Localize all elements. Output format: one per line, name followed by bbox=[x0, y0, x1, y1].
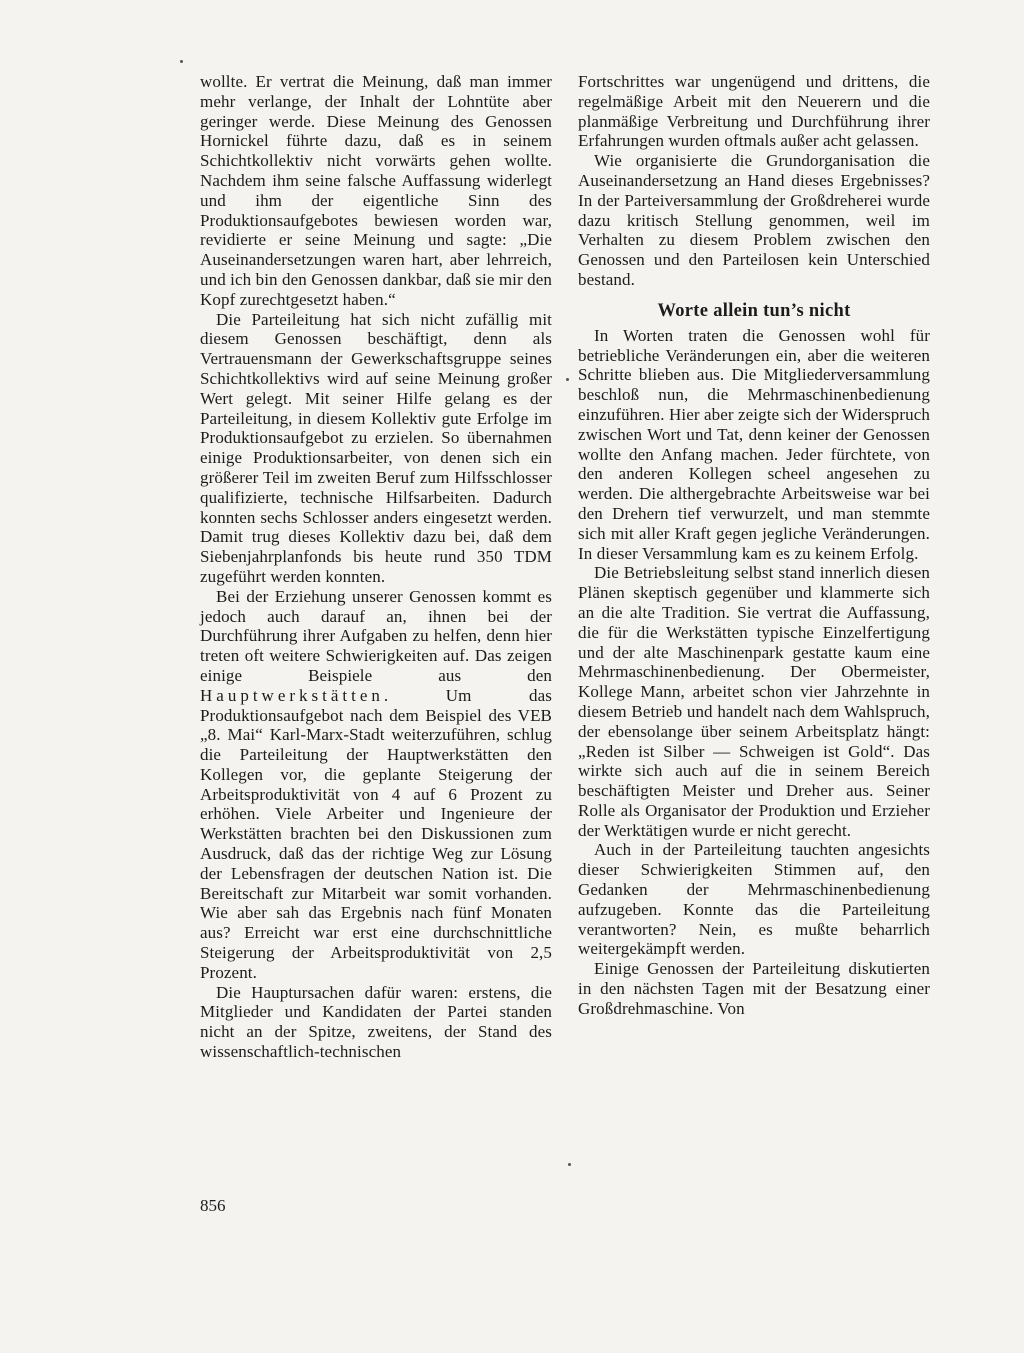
paragraph: Die Parteileitung hat sich nicht zufällig mit diesem Genossen beschäftigt, denn als Vertrauensmann der Gewerkschaftsgruppe seines Schichtkollektivs wird auf seine Meinung großer Wert gelegt. Mit seiner Hilfe gelang es der Parteileitung, in diesem Kollektiv gute Erfolge im Produktionsaufgebot zu erzielen. So übernahmen einige Produktionsarbeiter, von denen sich ein größerer Teil im zweiten Beruf zum Hilfsschlosser qualifizierte, technische Hilfsarbeiten. Dadurch konnten sechs Schlosser anders eingesetzt werden. Damit trug dieses Kollektiv dazu bei, daß dem Siebenjahrplanfonds bis heute rund 350 TDM zugeführt werden konnten. bbox=[200, 309, 552, 586]
section-heading: Worte allein tun’s nicht bbox=[657, 300, 851, 321]
paragraph: Die Betriebsleitung selbst stand innerlich diesen Plänen skeptisch gegenüber und klammerte sich an die alte Tradition. Sie vertrat die Auffassung, die für die Werkstätten typische Einzelfertigung und der alte Maschinenpark gestatte kaum eine Mehrmaschinenbedienung. Der Obermeister, Kollege Mann, arbeitet schon vier Jahrzehnte in diesem Betrieb und handelt nach dem Wahlspruch, der ebensolange über seinem Arbeitsplatz hängt: „Reden ist Silber — Schweigen ist Gold“. Das wirkte sich auch auf die in seinem Bereich beschäftigten Meister und Dreher aus. Seiner Rolle als Organisator der Produktion und Erzieher der Werktätigen wurde er nicht gerecht. bbox=[578, 563, 930, 840]
paragraph: Die Hauptursachen dafür waren: erstens, die Mitglieder und Kandidaten der Partei standen nicht an der Spitze, zweitens, der Stand des wissenschaftlich-technischen bbox=[200, 982, 552, 1062]
paragraph-text: Bei der Erziehung unserer Genossen kommt es jedoch auch darauf an, ihnen bei der Durchführung ihrer Aufgaben zu helfen, denn hier treten oft weitere Schwierigkeiten auf. Das zeigen einige Beispiele aus den bbox=[200, 586, 552, 685]
scan-speck bbox=[568, 1163, 571, 1166]
paragraph: Fortschrittes war ungenügend und drittens, die regelmäßige Arbeit mit den Neuerern und die planmäßige Verbreitung und Durchführung ihrer Erfahrungen wurden oftmals außer acht gelassen. bbox=[578, 72, 930, 151]
paragraph: wollte. Er vertrat die Meinung, daß man immer mehr verlange, der Inhalt der Lohntüte aber geringer werde. Diese Meinung des Genossen Hornickel führte dazu, daß es in seinem Schichtkollektiv nicht vorwärts gehen wollte. Nachdem ihm seine falsche Auffassung widerlegt und ihm der eigentliche Sinn des Produktionsaufgebotes bewiesen worden war, revidierte er seine Meinung und sagte: „Die Auseinandersetzungen waren hart, aber lehrreich, und ich bin den Genossen dankbar, daß sie mir den Kopf zurechtgesetzt haben.“ bbox=[200, 72, 552, 309]
paragraph-text: . Um das Produktionsaufgebot nach dem Beispiel des VEB „8. Mai“ Karl-Marx-Stadt weiterzuführen, schlug die Parteileitung der Hauptwerkstätten den Kollegen vor, die geplante Steigerung der Arbeitsproduktivität von 4 auf 6 Prozent zu erhöhen. Viele Arbeiter und Ingenieure der Werkstätten brachten bei den Diskussionen zum Ausdruck, daß das der richtige Weg zur Lösung der Lebensfragen der deutschen Nation ist. Die Bereitschaft zur Mitarbeit war somit vorhanden. Wie aber sah das Ergebnis nach fünf Monaten aus? Erreicht war erst eine durchschnittliche Steigerung der Arbeitsproduktivität von 2,5 Prozent. bbox=[200, 685, 552, 982]
left-column bbox=[200, 72, 552, 1062]
paragraph bbox=[200, 587, 552, 983]
emphasized-text: Hauptwerkstätten bbox=[200, 685, 384, 705]
paragraph: In Worten traten die Genossen wohl für betriebliche Veränderungen ein, aber die weiteren Schritte blieben aus. Die Mitgliederversammlung beschloß nun, die Mehrmaschinenbedienung einzuführen. Hier aber zeigte sich der Widerspruch zwischen Wort und Tat, denn keiner der Genossen wollte den Anfang machen. Jeder fürchtete, von den anderen Kollegen scheel angesehen zu werden. Die althergebrachte Arbeitsweise war bei den Drehern tief verwurzelt, und man stemmte sich mit aller Kraft gegen jegliche Veränderungen. In dieser Versammlung kam es zu keinem Erfolg. bbox=[578, 325, 930, 563]
right-column bbox=[578, 72, 930, 1019]
scan-speck bbox=[180, 60, 183, 63]
paragraph: Einige Genossen der Parteileitung diskutierten in den nächsten Tagen mit der Besatzung einer Großdrehmaschine. Von bbox=[578, 959, 930, 1018]
paragraph: Auch in der Parteileitung tauchten angesichts dieser Schwierigkeiten Stimmen auf, den Gedanken der Mehrmaschinenbedienung aufzugeben. Konnte das die Parteileitung verantworten? Nein, es mußte beharrlich weitergekämpft werden. bbox=[578, 840, 930, 959]
scan-speck bbox=[566, 378, 569, 381]
paragraph: Wie organisierte die Grundorganisation die Auseinandersetzung an Hand dieses Ergebnisses? In der Parteiversammlung der Großdreherei wurde dazu kritisch Stellung genommen, weil im Verhalten zu diesem Problem zwischen den Genossen und den Parteilosen kein Unterschied bestand. bbox=[578, 151, 930, 289]
page-number: 856 bbox=[200, 1196, 226, 1215]
